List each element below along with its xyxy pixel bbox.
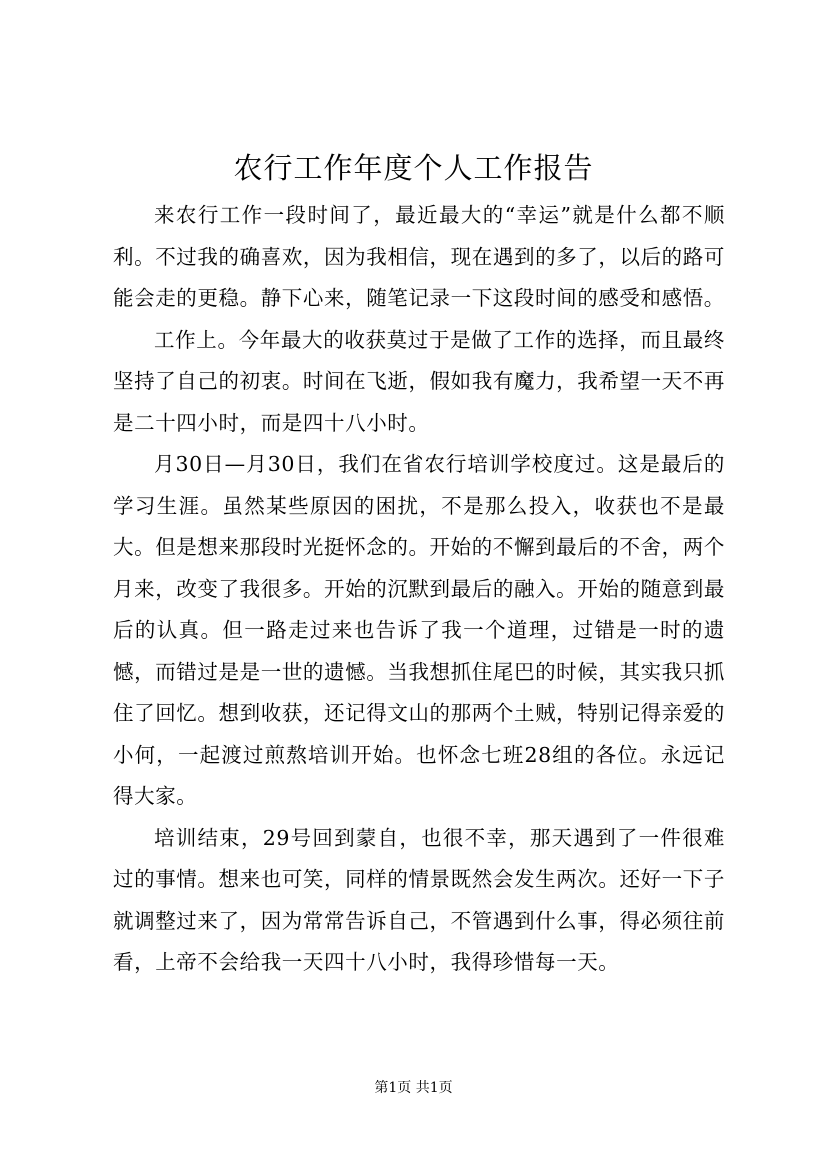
paragraph-4: 培训结束，29号回到蒙自，也很不幸，那天遇到了一件很难过的事情。想来也可笑，同样的情景既然会发生两次。还好一下子就调整过来了，因为常常告诉自己，不管遇到什么事，得必须往前看，上帝不会给我一天四十八小时，我得珍惜每一天。 xyxy=(113,825,725,974)
paragraph-2: 工作上。今年最大的收获莫过于是做了工作的选择，而且最终坚持了自己的初衷。时间在飞逝，假如我有魔力，我希望一天不再是二十四小时，而是四十八小时。 xyxy=(113,327,725,435)
page-number-footer: 第1页 共1页 xyxy=(374,1080,453,1096)
paragraph-3: 月30日—月30日，我们在省农行培训学校度过。这是最后的学习生涯。虽然某些原因的困扰，不是那么投入，收获也不是最大。但是想来那段时光挺怀念的。开始的不懈到最后的不舍，两个月来，改变了我很多。开始的沉默到最后的融入。开始的随意到最后的认真。但一路走过来也告诉了我一个道理，过错是一时的遗憾，而错过是是一世的遗憾。当我想抓住尾巴的时候，其实我只抓住了回忆。想到收获，还记得文山的那两个土贼，特别记得亲爱的小何，一起渡过煎熬培训开始。也怀念七班28组的各位。永远记得大家。 xyxy=(113,452,725,808)
document-title: 农行工作年度个人工作报告 xyxy=(233,151,594,185)
document-body xyxy=(113,195,725,984)
paragraph-1: 来农行工作一段时间了，最近最大的“幸运”就是什么都不顺利。不过我的确喜欢，因为我相信，现在遇到的多了，以后的路可能会走的更稳。静下心来，随笔记录一下这段时间的感受和感悟。 xyxy=(113,203,725,310)
